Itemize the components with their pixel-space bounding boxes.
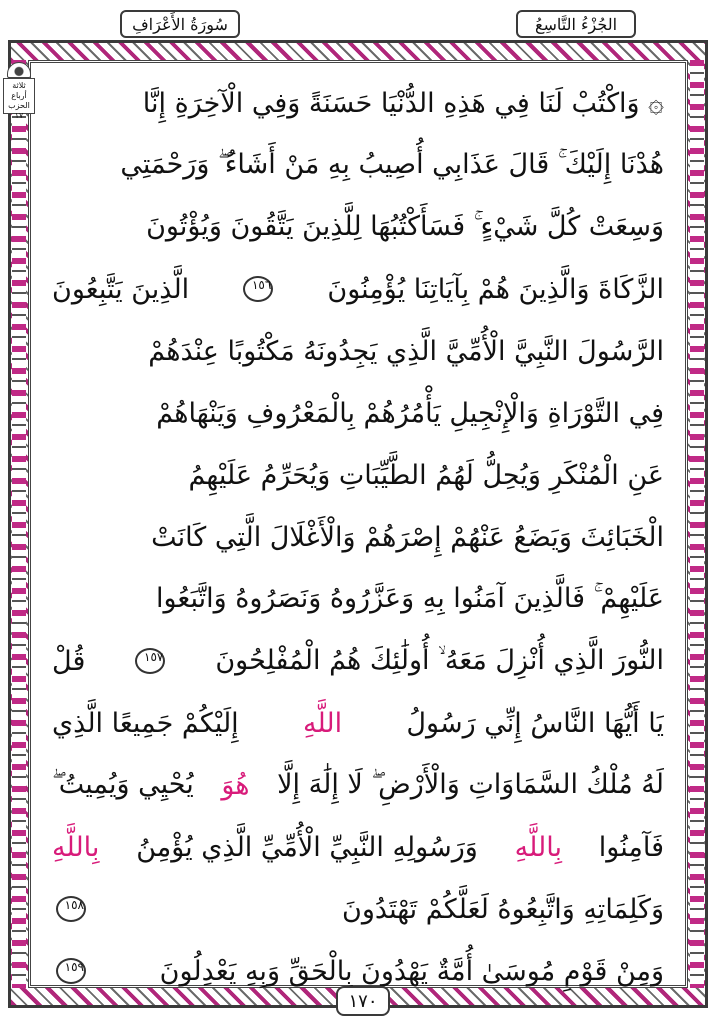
text-line-14	[52, 878, 664, 940]
line-text: وَسِعَتْ كُلَّ شَيْءٍ ۚ فَسَأَكْتُبُهَا لِلَّذِينَ يَتَّقُونَ وَيُؤْتُونَ	[146, 211, 664, 242]
line-text-tail: إِلَيْكُمْ جَمِيعًا الَّذِي	[52, 707, 239, 739]
text-line-2	[52, 134, 664, 196]
text-line-12	[52, 754, 664, 816]
line-text: فِي التَّوْرَاةِ وَالْإِنْجِيلِ يَأْمُرُهُمْ بِالْمَعْرُوفِ وَيَنْهَاهُمْ	[156, 397, 664, 429]
text-line-13	[52, 816, 664, 878]
dome-icon	[7, 62, 31, 78]
line-text-middle: وَرَسُولِهِ النَّبِيِّ الْأُمِّيِّ الَّذِي يُؤْمِنُ	[136, 831, 478, 863]
hizb-label-box	[3, 78, 35, 120]
line-text: وَكَلِمَاتِهِ وَاتَّبِعُوهُ لَعَلَّكُمْ تَهْتَدُونَ	[342, 893, 664, 925]
border-pattern-left	[12, 60, 26, 988]
page-number: ١٧٠	[336, 986, 390, 1016]
ayah-number-158: ١٥٨	[56, 896, 86, 922]
text-line-7	[52, 444, 664, 506]
ayah-number-157: ١٥٧	[135, 648, 165, 674]
hizb-line-2: الحزب	[8, 101, 30, 110]
divine-name-highlight: بِاللَّهِ	[52, 831, 100, 863]
line-text: الْخَبَائِثَ وَيَضَعُ عَنْهُمْ إِصْرَهُمْ وَالْأَغْلَالَ الَّتِي كَانَتْ	[151, 521, 664, 553]
surah-name-label: سُورَةُ الأَعْرَافِ	[120, 10, 240, 38]
page-header	[120, 6, 640, 40]
text-line-11	[52, 692, 664, 754]
line-text: فَآمِنُوا	[598, 831, 664, 863]
line-text: ۞ وَاكْتُبْ لَنَا فِي هَذِهِ الدُّنْيَا حَسَنَةً وَفِي الْآخِرَةِ إِنَّا	[142, 87, 664, 119]
ayah-number-159: ١٥٩	[56, 958, 86, 984]
text-line-9	[52, 568, 664, 630]
border-pattern-right	[690, 60, 704, 988]
juz-name-label: الجُزْءُ التَّاسِعُ	[516, 10, 636, 38]
text-line-6	[52, 382, 664, 444]
text-line-10	[52, 630, 664, 692]
line-text-tail: الَّذِينَ يَتَّبِعُونَ	[52, 273, 190, 305]
line-text: عَلَيْهِمْ ۚ فَالَّذِينَ آمَنُوا بِهِ وَعَزَّرُوهُ وَنَصَرُوهُ وَاتَّبَعُوا	[155, 583, 664, 614]
hizb-line-1: ثلاثة أرباع	[11, 81, 27, 100]
text-line-8	[52, 506, 664, 568]
line-text: الرَّسُولَ النَّبِيَّ الْأُمِّيَّ الَّذِي يَجِدُونَهُ مَكْتُوبًا عِنْدَهُمْ	[148, 335, 664, 367]
line-text: هُدْنَا إِلَيْكَ ۚ قَالَ عَذَابِي أُصِيبُ بِهِ مَنْ أَشَاءُ ۖ وَرَحْمَتِي	[120, 149, 664, 180]
hizb-marker	[2, 62, 36, 122]
quran-text	[52, 72, 664, 987]
divine-name-highlight: اللَّهِ	[302, 707, 343, 739]
line-text: النُّورَ الَّذِي أُنْزِلَ مَعَهُ ۙ أُولَٰئِكَ هُمُ الْمُفْلِحُونَ	[215, 645, 664, 676]
line-text: وَمِنْ قَوْمِ مُوسَىٰ أُمَّةٌ يَهْدُونَ بِالْحَقِّ وَبِهِ يَعْدِلُونَ	[159, 955, 664, 987]
line-text: يَا أَيُّهَا النَّاسُ إِنِّي رَسُولُ	[406, 707, 664, 739]
text-line-5	[52, 320, 664, 382]
divine-name-highlight: هُوَ	[221, 769, 250, 801]
text-line-3	[52, 196, 664, 258]
text-line-4	[52, 258, 664, 320]
line-text: لَهُ مُلْكُ السَّمَاوَاتِ وَالْأَرْضِ ۖ لَا إِلَٰهَ إِلَّا	[277, 769, 664, 800]
ayah-number-156: ١٥٦	[243, 276, 273, 302]
text-line-1	[52, 72, 664, 134]
line-text-tail: قُلْ	[52, 645, 86, 677]
line-text: عَنِ الْمُنْكَرِ وَيُحِلُّ لَهُمُ الطَّيِّبَاتِ وَيُحَرِّمُ عَلَيْهِمُ	[188, 459, 664, 491]
divine-name-highlight: بِاللَّهِ	[514, 831, 562, 863]
line-text-tail: يُحْيِي وَيُمِيتُ ۖ	[52, 769, 194, 800]
line-text: الزَّكَاةَ وَالَّذِينَ هُمْ بِآيَاتِنَا يُؤْمِنُونَ	[327, 273, 664, 305]
hizb-line-3: ١٧	[14, 111, 24, 120]
